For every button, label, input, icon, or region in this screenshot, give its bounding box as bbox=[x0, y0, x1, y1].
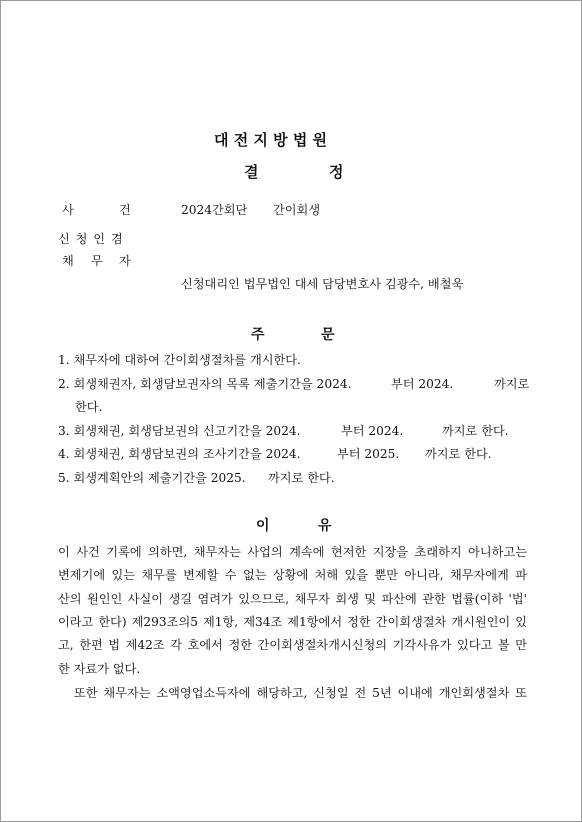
doc-type-char-2: 정 bbox=[329, 163, 344, 181]
order-item-2-cont: 한다. bbox=[75, 400, 103, 414]
case-name: 간이회생 bbox=[273, 203, 321, 217]
order-item-2-from: 부터 2024. bbox=[391, 377, 454, 391]
reason-line-3: 산의 원인인 사실이 생길 염려가 있으므로, 채무자 회생 및 파산에 관한 법률(이하 '법' bbox=[58, 592, 527, 606]
order-heading-char-1: 주 bbox=[251, 327, 265, 343]
debtor-label-3: 자 bbox=[119, 254, 131, 268]
reason-line-1: 이 사건 기록에 의하면, 채무자는 사업의 계속에 현저한 지장을 초래하지 아니하고는 bbox=[58, 545, 527, 559]
reason-line-7: 또한 채무자는 소액영업소득자에 해당하고, 신청일 전 5년 이내에 개인회생절차 또 bbox=[74, 686, 527, 700]
order-item-3-until: 까지로 한다. bbox=[442, 424, 509, 438]
court-name: 대 전 지 방 법 원 bbox=[214, 131, 328, 149]
debtor-label-2: 무 bbox=[91, 254, 103, 268]
order-item-3-from: 부터 2024. bbox=[341, 424, 404, 438]
order-item-1: 1. 채무자에 대하여 간이회생절차를 개시한다. bbox=[58, 353, 301, 367]
case-label-1: 사 bbox=[62, 203, 74, 217]
applicant-label: 신 청 인 겸 bbox=[58, 232, 124, 246]
order-heading-char-2: 문 bbox=[321, 327, 335, 343]
doc-type-char-1: 결 bbox=[244, 163, 259, 181]
debtor-label-1: 채 bbox=[62, 254, 74, 268]
order-item-4-until: 까지로 한다. bbox=[425, 447, 492, 461]
reason-line-5: 고, 한편 법 제42조 각 호에서 정한 간이회생절차개시신청의 기각사유가 있다고 볼 만 bbox=[58, 638, 527, 652]
reason-line-4: 이라고 한다) 제293조의5 제1항, 제34조 제1항에서 정한 간이회생절차 개시원인이 있 bbox=[58, 615, 527, 629]
reason-heading-char-1: 이 bbox=[256, 518, 270, 534]
reason-line-2: 변제기에 있는 채무를 변제할 수 없는 상황에 처해 있을 뿐만 아니라, 채무자에게 파 bbox=[58, 568, 527, 582]
reason-heading-char-2: 유 bbox=[318, 518, 332, 534]
legal-agent: 신청대리인 법무법인 대세 담당변호사 김광수, 배철욱 bbox=[181, 277, 464, 291]
order-item-4: 4. 회생채권, 회생담보권의 조사기간을 2024. bbox=[58, 447, 301, 461]
order-item-2: 2. 회생채권자, 회생담보권자의 목록 제출기간을 2024. bbox=[58, 377, 352, 391]
order-item-3: 3. 회생채권, 회생담보권의 신고기간을 2024. bbox=[58, 424, 301, 438]
case-label-2: 건 bbox=[119, 203, 131, 217]
order-item-5: 5. 회생계획안의 제출기간을 2025. bbox=[58, 471, 246, 485]
reason-line-6: 한 자료가 없다. bbox=[58, 662, 141, 676]
order-item-4-from: 부터 2025. bbox=[337, 447, 400, 461]
order-item-2-until: 까지로 bbox=[494, 377, 530, 391]
order-item-5-until: 까지로 한다. bbox=[268, 471, 335, 485]
case-number: 2024간회단 bbox=[181, 203, 248, 217]
